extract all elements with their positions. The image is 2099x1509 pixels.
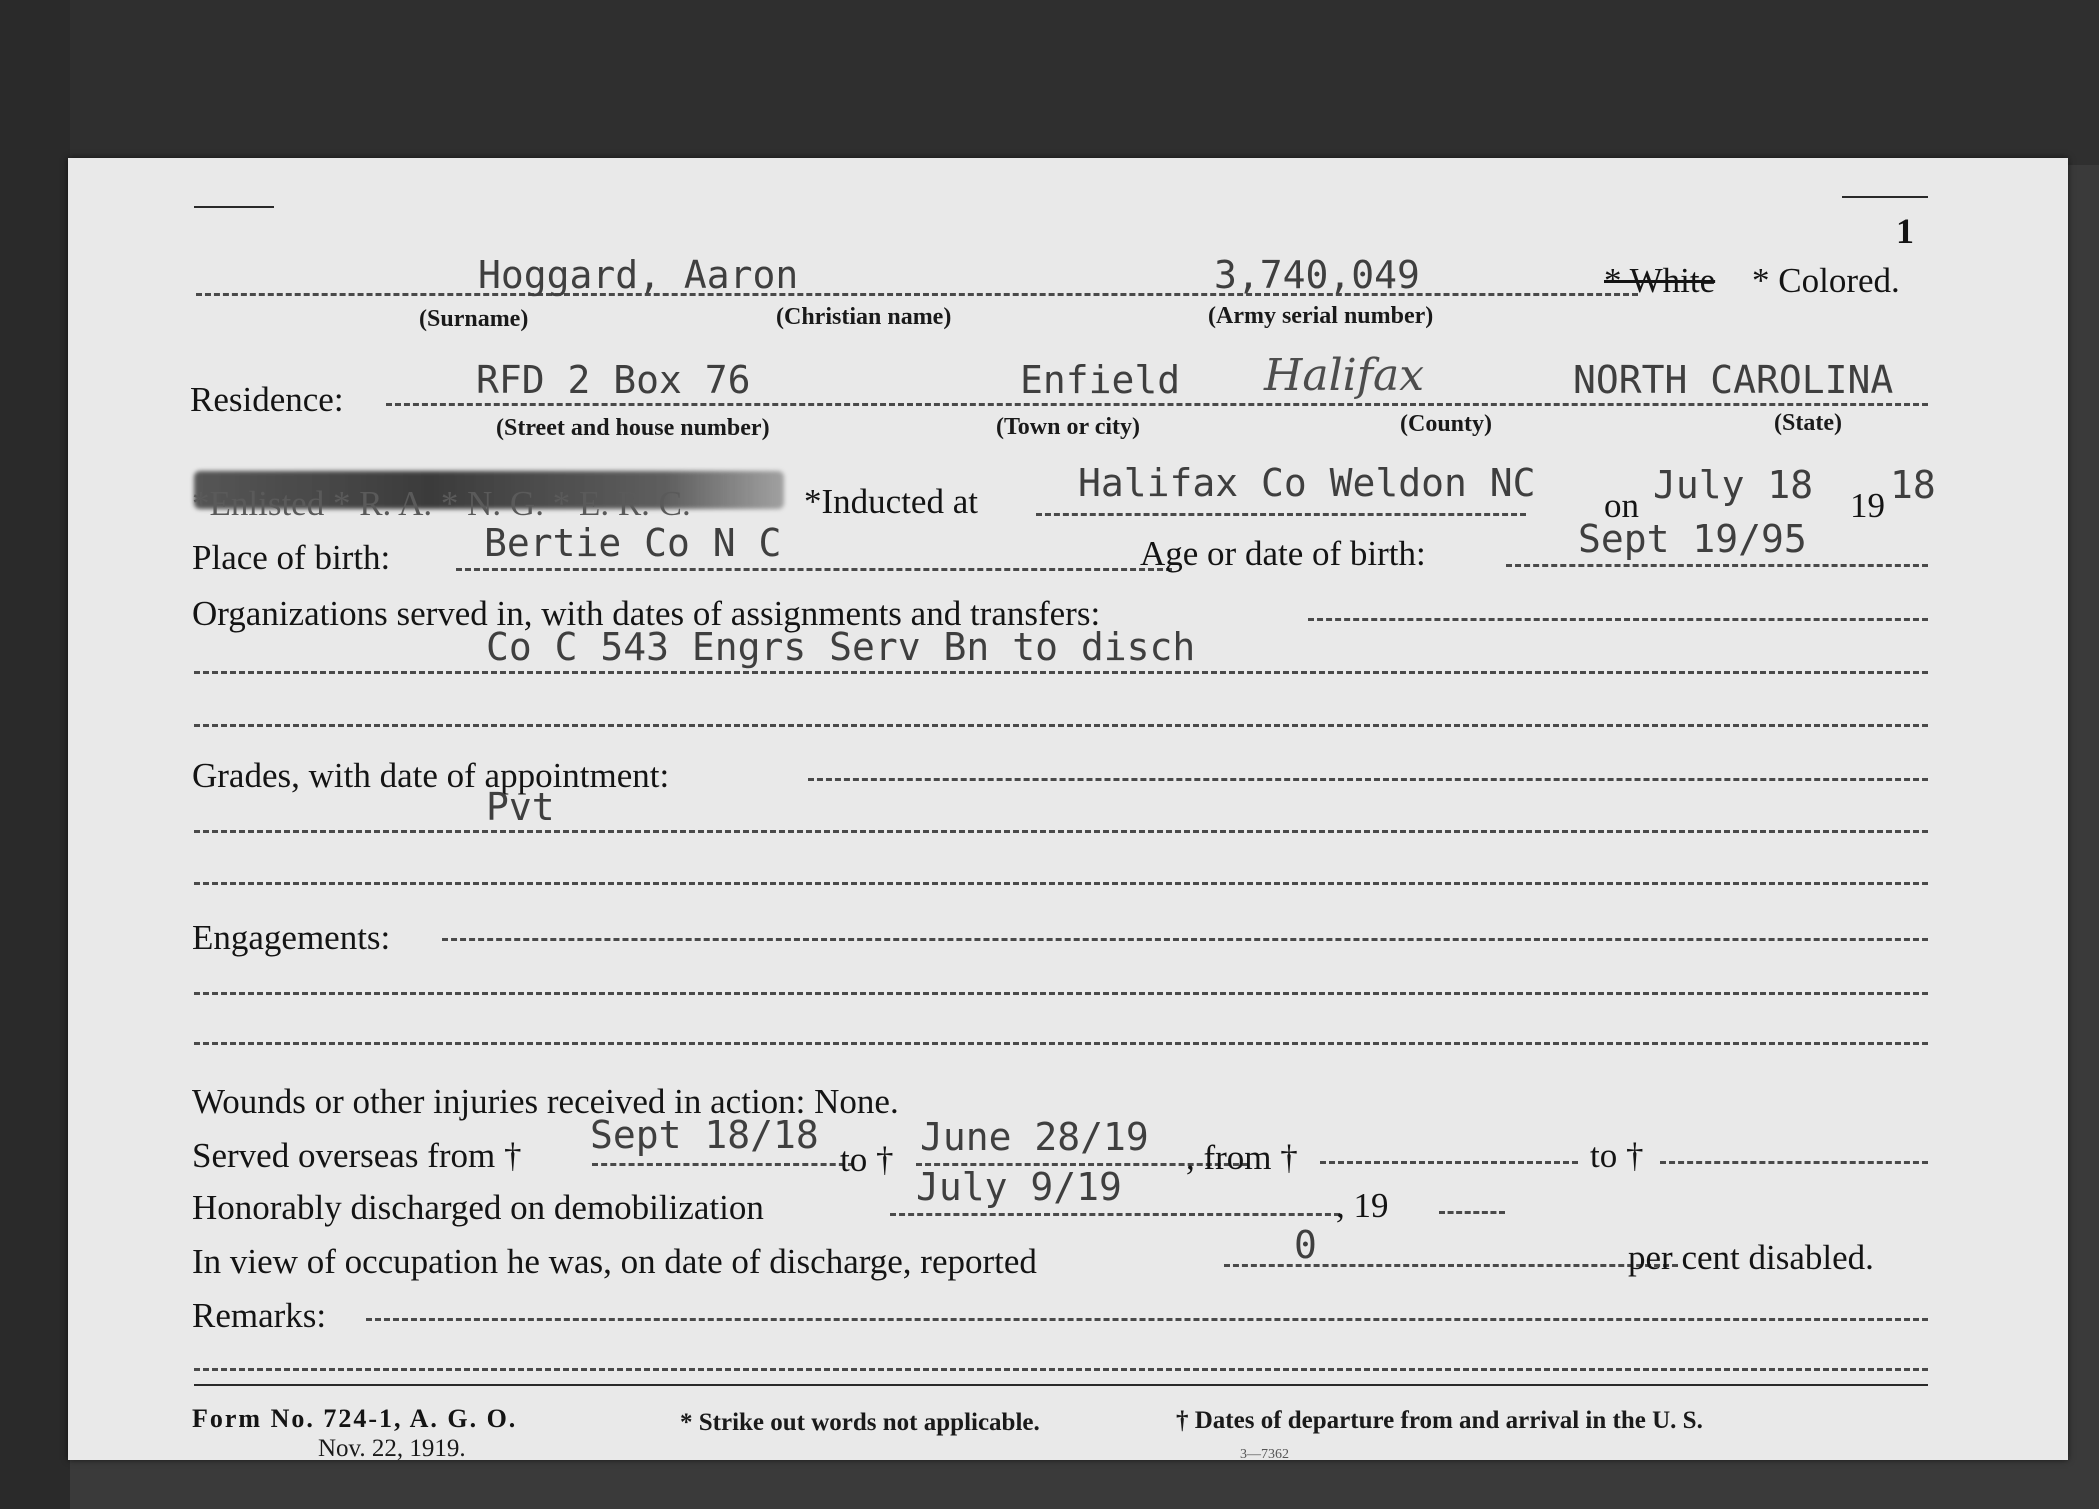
race-white-struck: * White — [1604, 261, 1716, 300]
town-caption: (Town or city) — [996, 414, 1140, 440]
engagements-line-3 — [194, 1042, 1928, 1045]
discharge-year-line — [1439, 1211, 1505, 1214]
name-line — [196, 293, 1638, 296]
place-of-birth: Bertie Co N C — [484, 521, 782, 565]
inducted-at-label: *Inducted at — [804, 482, 978, 521]
street-caption: (Street and house number) — [496, 415, 770, 441]
serial-caption: (Army serial number) — [1208, 303, 1434, 329]
dates-note: † Dates of departure from and arrival in the U. S. — [1176, 1407, 1703, 1434]
discharge-line — [890, 1213, 1340, 1216]
grades-line-1 — [808, 778, 1928, 781]
county-caption: (County) — [1400, 411, 1493, 437]
surname-caption: (Surname) — [419, 306, 529, 332]
org-line-1 — [1308, 618, 1928, 621]
discharge-date: July 9/19 — [916, 1165, 1122, 1209]
top-right-rule — [1842, 196, 1928, 198]
dark-backdrop-left — [0, 0, 70, 1509]
overseas-from2-label: , from † — [1186, 1138, 1298, 1177]
residence-street: RFD 2 Box 76 — [476, 358, 751, 402]
induction-date: July 18 — [1653, 463, 1814, 507]
engagements-line-1 — [442, 938, 1928, 941]
overseas-label: Served overseas from † — [192, 1136, 522, 1175]
inducted-line — [1036, 513, 1526, 516]
enlistment-options-obscured: *Enlisted * R. A. * N. G. * E. R. C. — [192, 484, 691, 523]
grades-line-3 — [194, 882, 1928, 885]
inducted-place: Halifax Co Weldon NC — [1078, 461, 1536, 505]
disability-suffix: per cent disabled. — [1628, 1238, 1874, 1277]
birth-date-line — [1506, 564, 1928, 567]
overseas-to2-label: to † — [1590, 1136, 1644, 1175]
wounds-text: Wounds or other injuries received in action: None. — [192, 1082, 899, 1121]
year-prefix: 19 — [1850, 486, 1885, 525]
birth-place-line — [456, 568, 1172, 571]
disability-line — [1224, 1264, 1678, 1267]
age-label: Age or date of birth: — [1140, 534, 1426, 573]
race-colored: * Colored. — [1752, 261, 1900, 300]
org-line-3 — [194, 724, 1928, 727]
strike-out-note: * Strike out words not applicable. — [680, 1409, 1040, 1436]
overseas-to2-line — [1660, 1161, 1928, 1164]
residence-town: Enfield — [1020, 358, 1181, 402]
organizations-value: Co C 543 Engrs Serv Bn to disch — [486, 625, 1196, 669]
place-of-birth-label: Place of birth: — [192, 538, 391, 577]
residence-line — [386, 403, 1928, 406]
remarks-line-2 — [194, 1368, 1928, 1371]
date-of-birth: Sept 19/95 — [1578, 517, 1807, 561]
discharge-year-label: , 19 — [1336, 1186, 1389, 1225]
disability-percent: 0 — [1294, 1223, 1317, 1267]
discharge-label: Honorably discharged on demobilization — [192, 1188, 764, 1227]
soldier-name: Hoggard, Aaron — [478, 253, 799, 297]
organizations-label: Organizations served in, with dates of assignments and transfers: — [192, 594, 1101, 633]
residence-county-handwritten: Halifax — [1264, 350, 1425, 401]
overseas-from2-line — [1320, 1161, 1578, 1164]
card-number: 1 — [1896, 211, 1914, 251]
disability-label: In view of occupation he was, on date of discharge, reported — [192, 1242, 1037, 1281]
service-record-card — [68, 158, 2068, 1460]
grades-label: Grades, with date of appointment: — [192, 756, 670, 795]
footer-rule — [194, 1384, 1928, 1386]
remarks-label: Remarks: — [192, 1296, 327, 1335]
overseas-to-label: to † — [840, 1140, 894, 1179]
state-caption: (State) — [1774, 410, 1842, 436]
dark-backdrop-top — [0, 0, 2099, 165]
org-line-2 — [194, 671, 1928, 674]
on-label: on — [1604, 486, 1639, 525]
form-number: Form No. 724-1, A. G. O. — [192, 1404, 518, 1433]
christian-name-caption: (Christian name) — [776, 304, 952, 330]
grade-value: Pvt — [486, 785, 555, 829]
induction-year: 18 — [1890, 463, 1936, 507]
overseas-to-date: June 28/19 — [920, 1115, 1149, 1159]
army-serial-number: 3,740,049 — [1214, 253, 1420, 297]
overseas-from-line — [592, 1163, 854, 1166]
engagements-label: Engagements: — [192, 918, 391, 957]
grades-line-2 — [194, 830, 1928, 833]
form-date: Nov. 22, 1919. — [318, 1435, 466, 1462]
overseas-from-date: Sept 18/18 — [590, 1113, 819, 1157]
remarks-line-1 — [366, 1318, 1928, 1321]
residence-label: Residence: — [190, 380, 344, 419]
top-left-rule — [194, 206, 274, 208]
residence-state: NORTH CAROLINA — [1573, 358, 1894, 402]
engagements-line-2 — [194, 992, 1928, 995]
print-code: 3—7362 — [1240, 1447, 1289, 1462]
